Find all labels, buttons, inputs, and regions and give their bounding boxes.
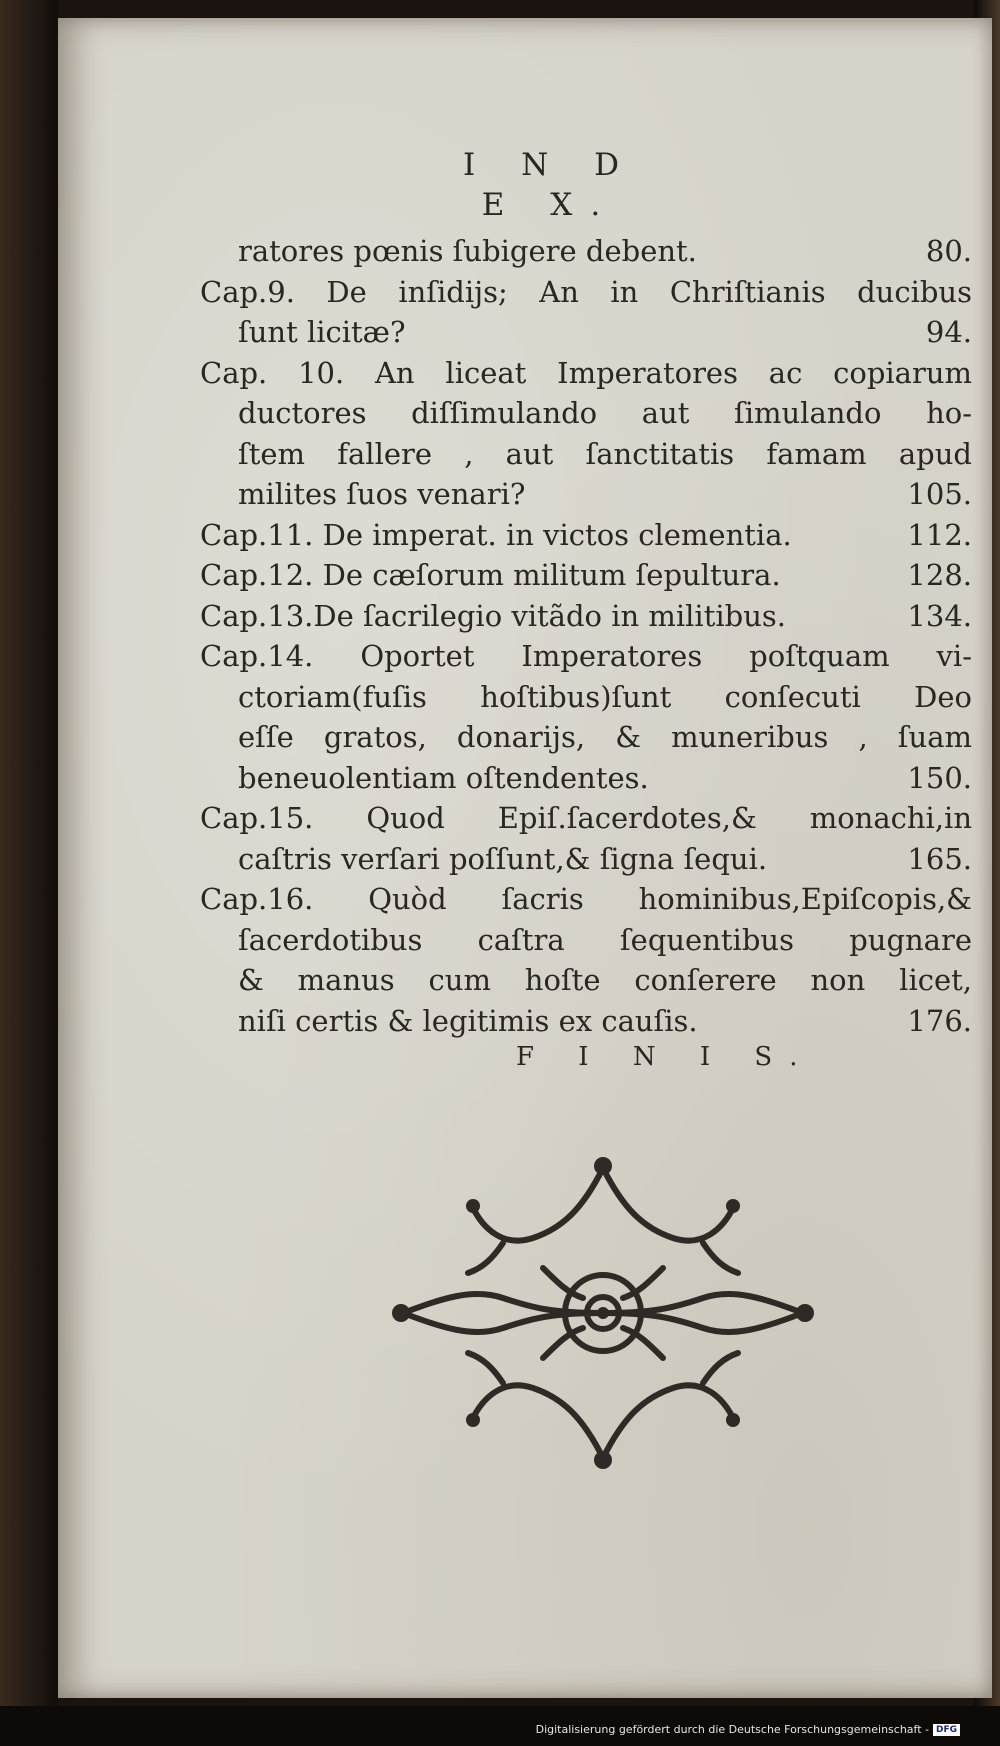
entry-first-line: Cap.9. De inſidijs; An in Chriſtianis ducibus <box>200 274 972 309</box>
entry-text: Cap.11. De imperat. in victos clementia. <box>200 517 792 552</box>
entry-line <box>238 231 972 272</box>
entry-line: ctoriam(fuſis hoſtibus)ſunt conſecuti Deo <box>238 679 972 714</box>
entry-first-line: Cap.16. Quòd ſacris hominibus,Epiſcopis,& <box>200 882 972 916</box>
entry-first-line: Cap. 10. An liceat Imperatores ac copiarum <box>200 355 972 390</box>
entry-line <box>200 555 972 596</box>
entry-page-number: 134. <box>907 598 972 633</box>
index-entry <box>200 515 972 556</box>
entry-page-number: 94. <box>925 315 972 349</box>
finis-label: F I N I S. <box>516 1042 816 1072</box>
printers-ornament <box>383 1148 823 1478</box>
entry-page-number: 128. <box>907 558 972 592</box>
index-entry <box>200 798 972 879</box>
index-entry <box>200 879 972 1041</box>
entry-page-number: 150. <box>907 760 972 795</box>
entry-text: ratores pœnis ſubigere debent. <box>238 234 697 268</box>
dfg-logo: DFG <box>933 1724 960 1736</box>
entry-text: niſi certis & legitimis ex cauſis. <box>238 1003 698 1038</box>
index-entry <box>200 353 972 515</box>
entry-first-line: Cap.15. Quod Epiſ.ſacerdotes,& monachi,in <box>200 801 972 835</box>
entry-page-number: 105. <box>907 477 972 511</box>
entry-line <box>238 1001 972 1042</box>
index-entry <box>200 272 972 353</box>
entry-text: caſtris verſari poſſunt,& ſigna ſequi. <box>238 841 768 876</box>
entry-page-number: 165. <box>907 841 972 876</box>
entry-line <box>238 839 972 880</box>
entry-page-number: 176. <box>907 1003 972 1038</box>
entry-line <box>238 312 972 353</box>
index-entry <box>238 231 972 272</box>
entry-line <box>200 515 972 556</box>
entry-line: ſacerdotibus caſtra ſequentibus pugnare <box>238 922 972 957</box>
index-entry <box>200 596 972 637</box>
index-text-block <box>200 145 972 1041</box>
entry-text: ſunt licitæ? <box>238 315 406 349</box>
entry-line: ductores diſſimulando aut ſimulando ho- <box>238 396 972 430</box>
digitization-credit <box>536 1723 960 1736</box>
entry-line <box>238 474 972 515</box>
entry-text: Cap.12. De cæſorum militum ſepultura. <box>200 558 781 592</box>
entry-line <box>238 758 972 799</box>
entry-text: milites ſuos venari? <box>238 477 526 511</box>
index-entry <box>200 636 972 798</box>
scan-footer-strip <box>0 1706 1000 1746</box>
entry-text: beneuolentiam oſtendentes. <box>238 760 649 795</box>
entry-line: ſtem fallere , aut ſanctitatis famam apud <box>238 436 972 471</box>
entry-line: eſſe gratos, donarijs, & muneribus , ſuam <box>238 720 972 754</box>
index-entry <box>200 555 972 596</box>
page-heading: I N D E X. <box>463 147 637 223</box>
book-spine-edge <box>0 0 58 1746</box>
entry-text: Cap.13.De ſacrilegio vitãdo in militibus. <box>200 598 786 633</box>
entry-page-number: 112. <box>907 517 972 552</box>
entry-line <box>200 596 972 637</box>
entry-first-line: Cap.14. Oportet Imperatores poſtquam vi- <box>200 639 972 673</box>
entry-line: & manus cum hoſte conſerere non licet, <box>238 963 972 997</box>
entry-page-number: 80. <box>925 234 972 268</box>
credit-text: Digitalisierung gefördert durch die Deutsche Forschungsgemeinschaft - <box>535 1723 929 1736</box>
